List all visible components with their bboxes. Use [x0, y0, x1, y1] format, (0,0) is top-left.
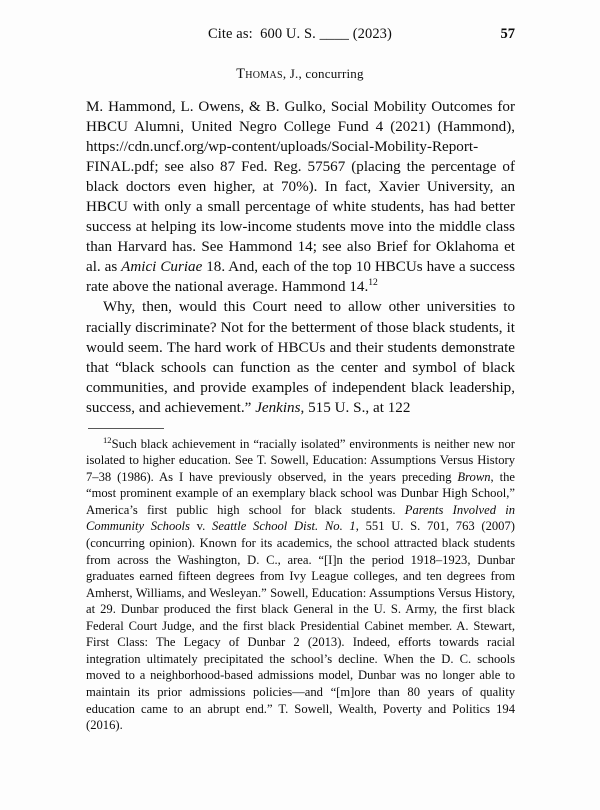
footnote-text-part-1: Such black achievement in “racially isolated” environments is neither new nor isolated to higher education. See T. Sowell, Education: Assumptions Versus History 7–38 (1986). As I have previously observed, in the years preceding [86, 436, 515, 484]
footnote-12 [86, 436, 515, 734]
body-paragraph-2 [86, 297, 515, 417]
footnote-section [86, 418, 515, 734]
body-paragraph-1 [86, 97, 515, 297]
justice-name: Thomas [236, 66, 283, 82]
paragraph-2-text-part-1: Why, then, would this Court need to allow other universities to racially discriminate? Not for the betterment of those black students, it would seem. The hard work of HBCUs and their students demonstrate that “black schools can function as the center and symbol of black communities, and provide examples of independent black leadership, success, and achievement.” [86, 299, 515, 416]
footnote-separator-rule [88, 428, 164, 429]
paragraph-1-text-part-1: M. Hammond, L. Owens, & B. Gulko, Social Mobility Outcomes for HBCU Alumni, United Negro College Fund 4 (2021) (Hammond), https://cdn.uncf.org/wp-content/uploads/Social-Mobility-Report-FINAL.pdf; see also 87 Fed. Reg. 57567 (placing the percentage of black doctors even higher, at 70%). In fact, Xavier University, an HBCU with only a small percentage of white students, has had better success at helping its low-income students move into the middle class than Harvard has. See Hammond 14; see also Brief for Oklahoma et al. as [86, 99, 515, 276]
opinion-role: , J., concurring [282, 66, 364, 81]
footnote-reference-12[interactable]: 12 [368, 277, 378, 289]
footnote-italic-seattle-school-dist: Seattle School Dist. No. 1 [212, 519, 356, 534]
citation-line: Cite as: 600 U. S. ____ (2023) [208, 26, 392, 42]
footnote-text-part-2: , the “most prominent example of an exemplary black school was Dunbar High School,” America’s first public high school for black students. [86, 469, 515, 517]
footnote-text-part-4: , 551 U. S. 701, 763 (2007) (concurring opinion). Known for its academics, the school attracted black students from across the Washington, D. C., area. “[I]n the period 1918–1923, Dunbar graduates earned fifteen degrees from Ivy League colleges, and ten degrees from Amherst, Williams, and Wesleyan.” Sowell, Education: Assumptions Versus History, at 29. Dunbar produced the first black General in the U. S. Army, the first black Federal Court Judge, and the first black Presidential Cabinet member. A. Stewart, First Class: The Legacy of Dunbar 2 (2013). Indeed, efforts towards racial integration ultimately precipitated the school’s decline. When the D. C. schools moved to a neighborhood-based admissions model, Dunbar was no longer able to maintain its prior admissions policies—and “[m]ore than 80 years of quality education came to an abrupt end.” T. Sowell, Wealth, Poverty and Politics 194 (2016). [86, 519, 515, 733]
footnote-italic-brown: Brown [457, 469, 491, 484]
footnote-italic-parents-involved: Parents Involved in Community Schools [86, 502, 515, 534]
paragraph-1-italic-amici-curiae: Amici Curiae [121, 259, 203, 276]
paragraph-1-text-part-2: 18. And, each of the top 10 HBCUs have a success rate above the national average. Hammond 14. [86, 259, 515, 296]
paragraph-2-text-part-2: , 515 U. S., at 122 [300, 399, 411, 416]
footnote-text-part-3: v. [189, 519, 213, 534]
footnote-number: 12 [103, 434, 112, 445]
running-header [0, 0, 600, 46]
opinion-author-line [0, 66, 600, 83]
paragraph-2-italic-jenkins: Jenkins [255, 399, 301, 416]
page-number: 57 [500, 26, 515, 42]
opinion-body [86, 83, 515, 418]
